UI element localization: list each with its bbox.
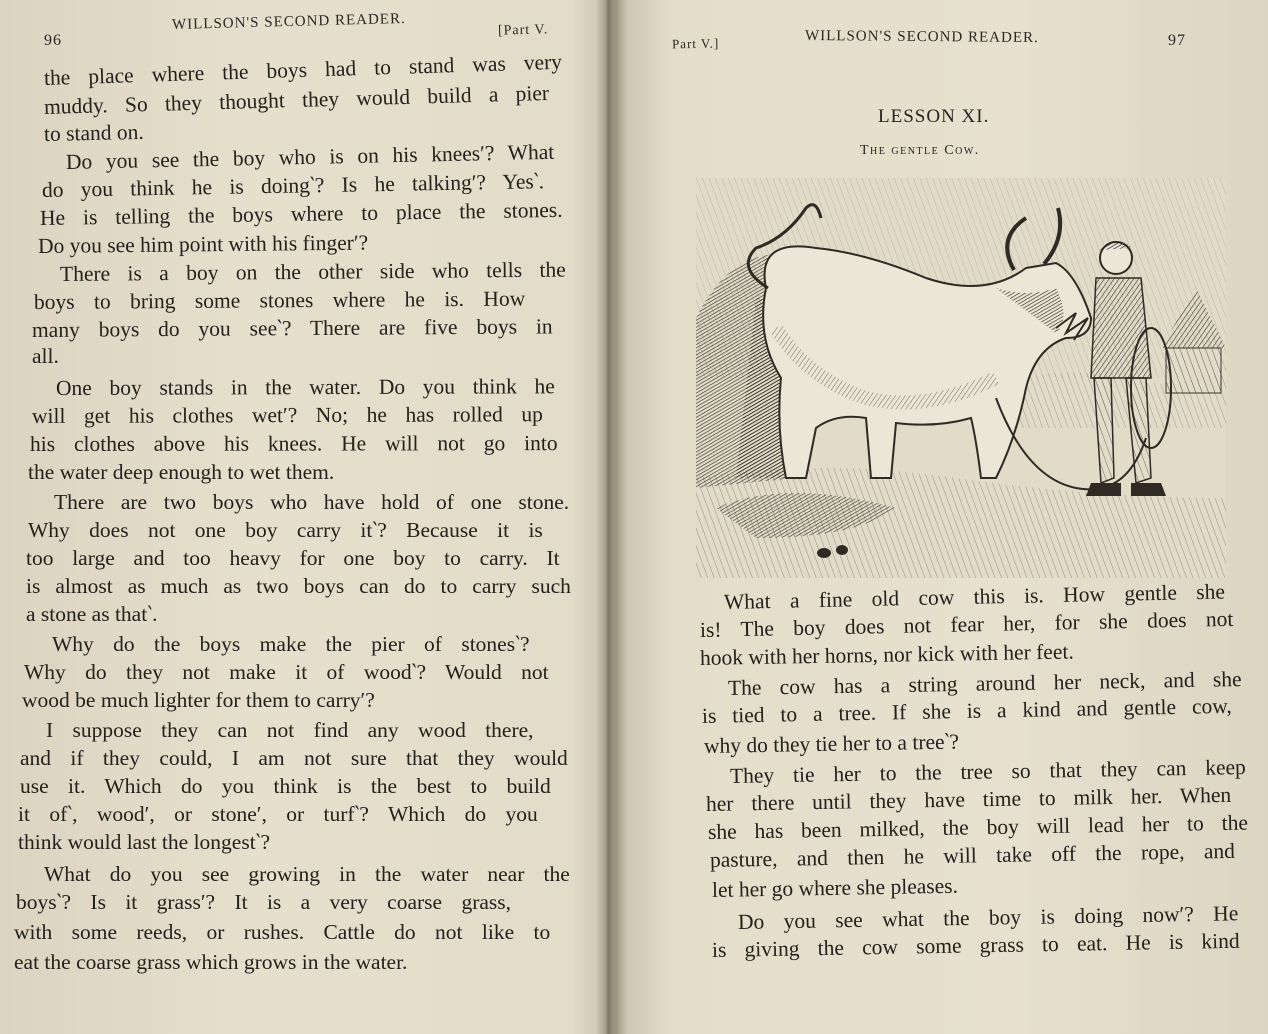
text-line: Do you see the boy who is on his knees′? What: [65, 139, 555, 174]
running-title: WILLSON'S SECOND READER.: [171, 10, 406, 34]
right-page: [612, 0, 1268, 1034]
text-line: Do you see what the boy is doing now′? He: [737, 901, 1239, 934]
part-label: Part V.]: [671, 35, 720, 52]
left-page: [0, 0, 598, 1034]
text-line: let her go where she pleases.: [711, 873, 959, 902]
text-line: There are two boys who have hold of one stone.: [54, 490, 570, 514]
text-line: think would last the longest‵?: [18, 830, 271, 854]
text-line: is! The boy does not fear her, for she does not: [699, 606, 1234, 642]
text-line: too large and too heavy for one boy to carry. It: [26, 546, 560, 570]
text-line: she has been milked, the boy will lead her to the: [707, 810, 1249, 844]
text-line: why do they tie her to a tree‵?: [703, 729, 960, 758]
text-line: What a fine old cow this is. How gentle she: [723, 579, 1226, 614]
text-line: many boys do you see‵? There are five boys in: [31, 314, 553, 342]
part-label: [Part V.: [497, 22, 549, 39]
text-line: with some reeds, or rushes. Cattle do not like to: [14, 920, 551, 944]
page-number: 97: [1168, 32, 1186, 49]
text-line: her there until they have time to milk her. When: [705, 782, 1232, 816]
text-line: One boy stands in the water. Do you think he: [55, 374, 555, 400]
text-line: a stone as that‵.: [26, 602, 158, 626]
text-line: is giving the cow some grass to eat. He is kind: [711, 928, 1240, 962]
running-title: WILLSON'S SECOND READER.: [804, 27, 1039, 47]
text-line: use it. Which do you think is the best to build: [20, 774, 551, 798]
text-line: I suppose they can not find any wood there,: [46, 718, 534, 742]
text-line: Do you see him point with his finger′?: [37, 230, 369, 258]
text-line: Why do they not make it of wood‵? Would not: [24, 660, 549, 684]
text-line: all.: [32, 344, 59, 368]
text-line: pasture, and then he will take off the rope, and: [709, 838, 1236, 872]
text-line: and if they could, I am not sure that they would: [20, 746, 568, 770]
text-line: The cow has a string around her neck, and she: [727, 667, 1242, 700]
text-line: the place where the boys had to stand was very: [43, 49, 563, 90]
text-line: Why does not one boy carry it‵? Because it is: [28, 518, 543, 542]
lesson-title: LESSON XI.: [878, 106, 990, 127]
text-line: will get his clothes wet′? No; he has rolled up: [31, 402, 543, 428]
text-line: boys‵? Is it grass′? It is a very coarse grass,: [16, 890, 512, 914]
text-line: muddy. So they thought they would build a pier: [43, 80, 550, 119]
text-line: hook with her horns, nor kick with her feet.: [699, 639, 1074, 670]
text-line: eat the coarse grass which grows in the water.: [14, 950, 408, 974]
text-line: They tie her to the tree so that they can keep: [729, 754, 1247, 788]
text-line: do you think he is doing‵? Is he talking′? Yes‵.: [41, 169, 545, 202]
text-line: to stand on.: [43, 119, 144, 146]
text-line: There is a boy on the other side who tells the: [59, 257, 566, 286]
text-line: is tied to a tree. If she is a kind and gentle cow,: [701, 693, 1232, 728]
lesson-subtitle: The gentle Cow.: [860, 143, 980, 158]
text-line: He is telling the boys where to place the stones.: [39, 197, 563, 230]
text-line: boys to bring some stones where he is. How: [33, 286, 526, 314]
right-page-text: [612, 0, 1268, 1034]
text-line: wood be much lighter for them to carry′?: [22, 688, 375, 712]
page-number: 96: [44, 32, 62, 49]
text-line: is almost as much as two boys can do to carry such: [26, 574, 571, 598]
left-page-text: [0, 0, 598, 1034]
text-line: it of‵, wood′, or stone′, or turf‵? Which do you: [18, 802, 538, 826]
text-line: his clothes above his knees. He will not go into: [29, 431, 558, 456]
text-line: Why do the boys make the pier of stones‵?: [52, 632, 530, 656]
text-line: the water deep enough to wet them.: [28, 460, 335, 484]
text-line: What do you see growing in the water near the: [44, 862, 570, 886]
